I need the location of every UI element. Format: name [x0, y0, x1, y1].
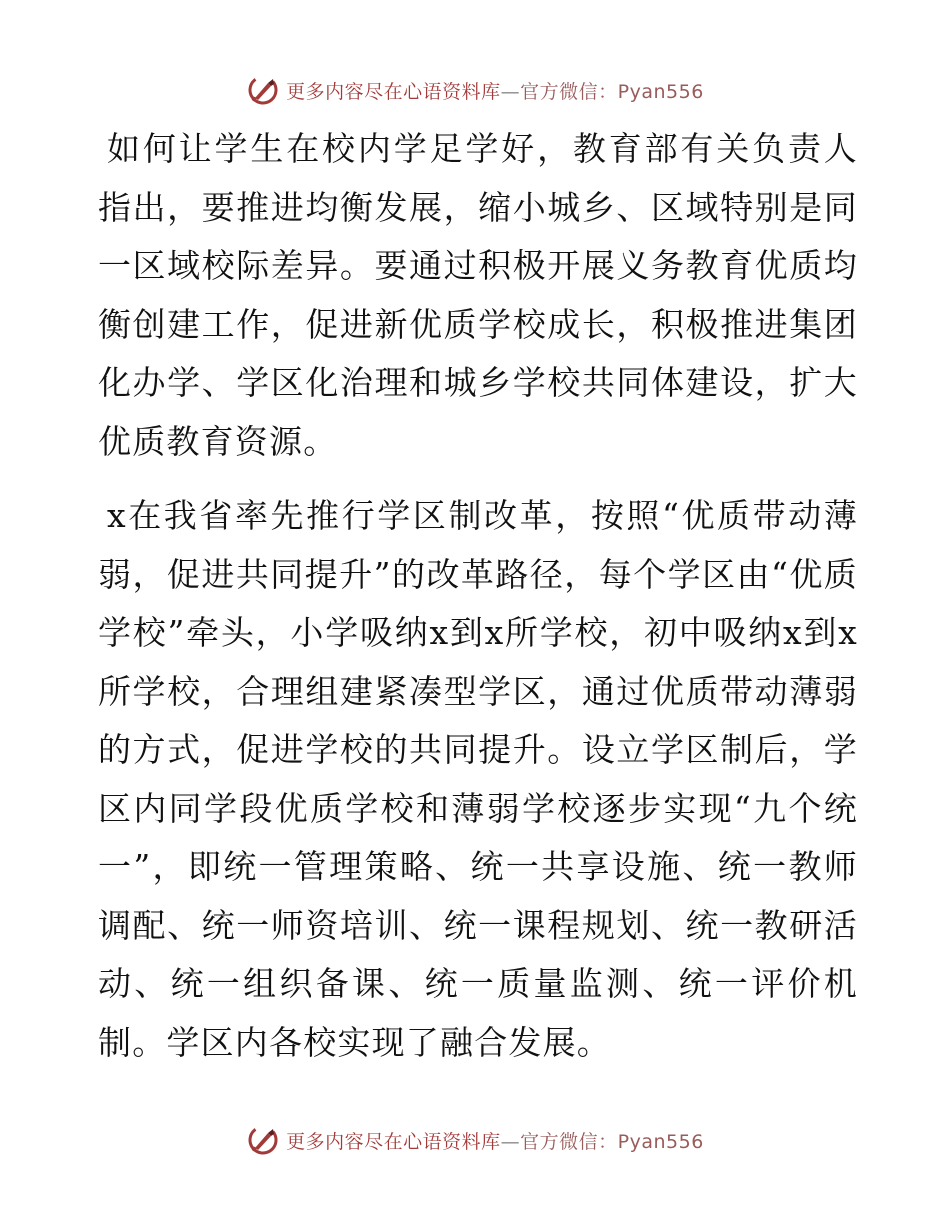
pen-logo-icon: [246, 1123, 280, 1157]
pen-logo-icon: [246, 73, 280, 107]
footer-banner-dash: —: [500, 1130, 521, 1153]
header-banner: [0, 70, 950, 110]
footer-banner-wechat: 官方微信：Pyan556: [520, 1130, 704, 1153]
footer-banner-text: [286, 1127, 704, 1154]
header-banner-wechat: 官方微信：Pyan556: [520, 80, 704, 103]
paragraph-2: x在我省率先推行学区制改革，按照“优质带动薄弱，促进共同提升”的改革路径，每个学区由“优质学校”牵头，小学吸纳x到x所学校，初中吸纳x到x所学校，合理组建紧凑型学区，通过优质带动薄弱的方式，促进学校的共同提升。设立学区制后，学区内同学段优质学校和薄弱学校逐步实现“九个统一”，即统一管理策略、统一共享设施、统一教师调配、统一师资培训、统一课程规划、统一教研活动、统一组织备课、统一质量监测、统一评价机制。学区内各校实现了融合发展。: [98, 496, 858, 1062]
document-body: [98, 120, 858, 1072]
header-banner-dash: —: [500, 80, 521, 103]
paragraph-1: 如何让学生在校内学足学好，教育部有关负责人指出，要推进均衡发展，缩小城乡、区域特别是同一区域校际差异。要通过积极开展义务教育优质均衡创建工作，促进新优质学校成长，积极推进集团化办学、学区化治理和城乡学校共同体建设，扩大优质教育资源。: [98, 129, 858, 461]
footer-banner-main: 更多内容尽在心语资料库: [286, 1130, 501, 1153]
header-banner-main: 更多内容尽在心语资料库: [286, 80, 501, 103]
footer-banner: [0, 1120, 950, 1160]
header-banner-text: [286, 77, 704, 104]
